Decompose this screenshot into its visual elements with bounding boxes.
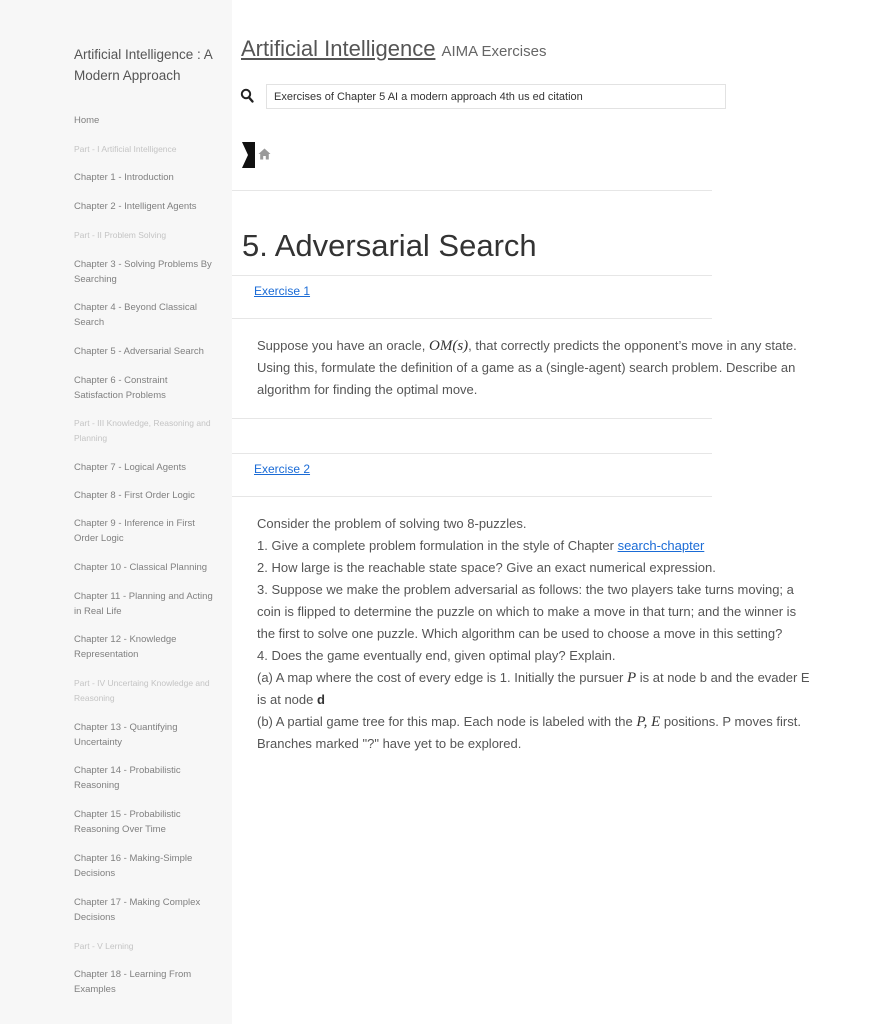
text-line: coin is flipped to determine the puzzle on which to make a move in that turn; and the winner is xyxy=(257,604,797,619)
sidebar-section-header: Part - III Knowledge, Reasoning and Planning xyxy=(74,418,211,443)
brand xyxy=(241,36,546,62)
sidebar-section-header: Part - IV Uncertaing Knowledge and Reasoning xyxy=(74,678,210,703)
text-line: (a) A map where the cost of every edge is 1. Initially the pursuer P is at node b and the evader E xyxy=(257,670,810,686)
brand-subtitle: AIMA Exercises xyxy=(441,43,547,60)
text-line: (b) A partial game tree for this map. Each node is labeled with the P, E positions. P moves first. xyxy=(257,714,801,730)
divider xyxy=(232,275,712,276)
sidebar-item[interactable]: Chapter 14 - Probabilistic Reasoning xyxy=(74,765,181,791)
sidebar-item[interactable]: Chapter 10 - Classical Planning xyxy=(74,562,208,573)
sidebar-item[interactable]: Chapter 13 - Quantifying Uncertainty xyxy=(74,722,178,748)
divider xyxy=(232,190,712,191)
sidebar-item[interactable]: Chapter 2 - Intelligent Agents xyxy=(74,201,197,212)
sidebar-nav xyxy=(74,113,216,997)
search-icon xyxy=(240,88,254,104)
sidebar-item[interactable]: Chapter 5 - Adversarial Search xyxy=(74,346,204,357)
text-line: Consider the problem of solving two 8-puzzles. xyxy=(257,516,527,531)
text-line: 4. Does the game eventually end, given optimal play? Explain. xyxy=(257,648,616,663)
sidebar-item[interactable]: Chapter 16 - Making-Simple Decisions xyxy=(74,853,193,879)
sidebar-item[interactable]: Chapter 3 - Solving Problems By Searching xyxy=(74,259,212,285)
math-expression: P, E xyxy=(636,714,661,730)
text-line: Branches marked "?" have yet to be explored. xyxy=(257,736,522,751)
math-expression: OM(s) xyxy=(429,338,469,354)
search-input[interactable] xyxy=(266,84,726,109)
bold-node-label: d xyxy=(317,692,325,707)
sidebar-item[interactable]: Chapter 4 - Beyond Classical Search xyxy=(74,302,198,328)
main-content xyxy=(232,0,810,1024)
exercise-1-link[interactable]: Exercise 1 xyxy=(254,284,311,298)
search-chapter-link[interactable]: search-chapter xyxy=(617,538,705,553)
exercise-1-text xyxy=(257,335,877,401)
sidebar-toggle-icon[interactable] xyxy=(242,142,255,168)
sidebar-item[interactable]: Chapter 18 - Learning From Examples xyxy=(74,969,192,995)
sidebar xyxy=(0,0,232,1024)
sidebar-item[interactable]: Chapter 11 - Planning and Acting in Real Life xyxy=(74,591,213,617)
text-line: Using this, formulate the definition of a game as a (single-agent) search problem. Describe an xyxy=(257,360,796,375)
text-line: the first to solve one puzzle. Which algorithm can be used to choose a move in this setting? xyxy=(257,626,783,641)
exercise-2-link[interactable]: Exercise 2 xyxy=(254,462,311,476)
divider xyxy=(232,496,712,497)
sidebar-item[interactable]: Chapter 8 - First Order Logic xyxy=(74,490,195,501)
divider xyxy=(232,318,712,319)
sidebar-item[interactable]: Chapter 1 - Introduction xyxy=(74,172,174,183)
page-title: 5. Adversarial Search xyxy=(242,228,537,263)
text-line: 2. How large is the reachable state space? Give an exact numerical expression. xyxy=(257,560,716,575)
brand-title[interactable]: Artificial Intelligence xyxy=(241,36,436,61)
home-icon[interactable] xyxy=(258,148,271,160)
site-title[interactable]: Artificial Intelligence : A Modern Approach xyxy=(74,47,213,83)
text-line: Suppose you have an oracle, OM(s), that correctly predicts the opponent’s move in any state. xyxy=(257,338,797,354)
sidebar-item[interactable]: Chapter 12 - Knowledge Representation xyxy=(74,634,177,660)
sidebar-item[interactable]: Chapter 7 - Logical Agents xyxy=(74,462,186,473)
sidebar-item[interactable]: Chapter 15 - Probabilistic Reasoning Over Time xyxy=(74,809,181,835)
text-line: 1. Give a complete problem formulation in the style of Chapter search-chapter xyxy=(257,538,705,553)
text-line: is at node d xyxy=(257,692,325,707)
sidebar-section-header: Part - II Problem Solving xyxy=(74,230,167,240)
sidebar-item[interactable]: Chapter 9 - Inference in First Order Logic xyxy=(74,518,195,544)
sidebar-section-header: Part - V Lerning xyxy=(74,941,134,951)
sidebar-item[interactable]: Chapter 6 - Constraint Satisfaction Problems xyxy=(74,375,168,401)
sidebar-item[interactable]: Home xyxy=(74,115,100,126)
text-line: 3. Suppose we make the problem adversarial as follows: the two players take turns moving; a xyxy=(257,582,794,597)
sidebar-section-header: Part - I Artificial Intelligence xyxy=(74,144,177,154)
math-expression: P xyxy=(626,670,637,686)
divider xyxy=(232,453,712,454)
text-line: algorithm for finding the optimal move. xyxy=(257,382,478,397)
sidebar-item[interactable]: Chapter 17 - Making Complex Decisions xyxy=(74,897,201,923)
exercise-2-text xyxy=(257,513,877,755)
divider xyxy=(232,418,712,419)
